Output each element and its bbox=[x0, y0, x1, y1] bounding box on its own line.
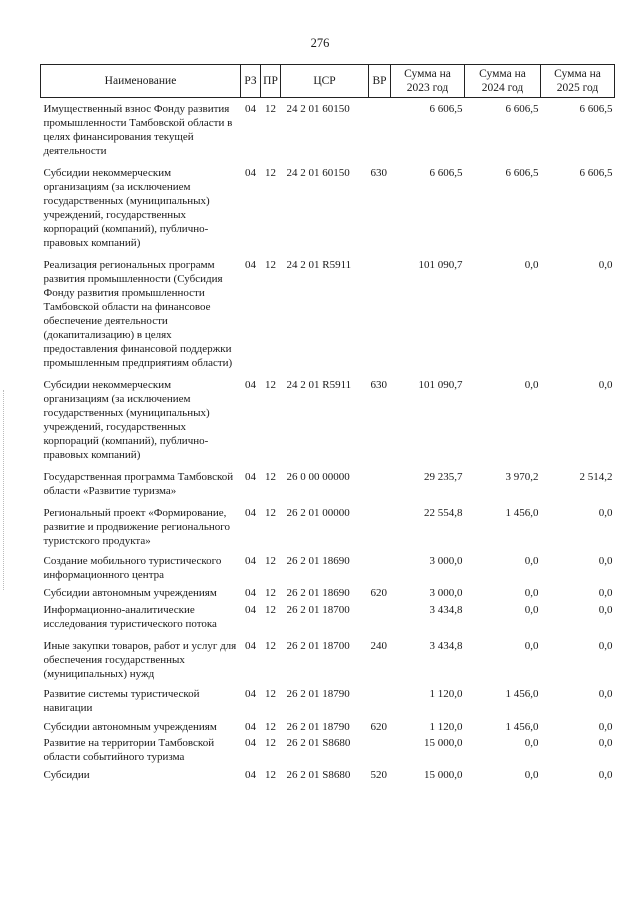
header-sum-2024: Сумма на 2024 год bbox=[465, 65, 541, 98]
row-csr: 26 2 01 18690 bbox=[286, 587, 350, 599]
row-sum-2025: 0,0 bbox=[598, 640, 613, 652]
row-vr: 630 bbox=[370, 379, 387, 391]
row-sum-2025: 6 606,5 bbox=[579, 103, 613, 115]
row-sum-2024: 0,0 bbox=[524, 604, 539, 616]
table-row bbox=[41, 603, 615, 631]
row-sum-2024: 0,0 bbox=[524, 640, 539, 652]
row-pr: 12 bbox=[265, 640, 276, 652]
row-sum-2023: 15 000,0 bbox=[424, 737, 463, 749]
row-spacer bbox=[41, 498, 615, 506]
row-rz: 04 bbox=[245, 688, 256, 700]
row-sum-2024: 6 606,5 bbox=[505, 103, 539, 115]
row-name: Государственная программа Тамбовской области «Развитие туризма» bbox=[43, 471, 234, 497]
table-row bbox=[41, 258, 615, 370]
table-row bbox=[41, 166, 615, 250]
row-name: Информационно-аналитические исследования туристического потока bbox=[43, 604, 217, 630]
row-name: Субсидии bbox=[43, 769, 90, 781]
row-rz: 04 bbox=[245, 379, 256, 391]
row-csr: 24 2 01 R5911 bbox=[286, 259, 352, 271]
row-name: Имущественный взнос Фонду развития промышленности Тамбовской области в целях финансирования текущей деятельности bbox=[43, 103, 233, 157]
row-sum-2024: 3 970,2 bbox=[505, 471, 539, 483]
scan-edge-mark bbox=[3, 390, 6, 590]
row-sum-2023: 6 606,5 bbox=[429, 103, 463, 115]
header-sum-2023: Сумма на 2023 год bbox=[391, 65, 465, 98]
row-sum-2023: 3 000,0 bbox=[429, 555, 463, 567]
row-rz: 04 bbox=[245, 167, 256, 179]
row-sum-2025: 0,0 bbox=[598, 604, 613, 616]
row-csr: 24 2 01 60150 bbox=[286, 103, 350, 115]
row-pr: 12 bbox=[265, 604, 276, 616]
header-sum-2025: Сумма на 2025 год bbox=[541, 65, 615, 98]
row-vr: 630 bbox=[370, 167, 387, 179]
row-csr: 26 2 01 S8680 bbox=[286, 769, 351, 781]
row-sum-2024: 1 456,0 bbox=[505, 507, 539, 519]
table-row bbox=[41, 720, 615, 734]
row-vr bbox=[369, 102, 391, 158]
table-row bbox=[41, 506, 615, 548]
row-csr: 26 2 01 18690 bbox=[286, 555, 350, 567]
row-pr: 12 bbox=[265, 721, 276, 733]
row-csr: 26 0 00 00000 bbox=[286, 471, 350, 483]
row-name: Субсидии автономным учреждениям bbox=[43, 721, 217, 733]
row-vr bbox=[369, 506, 391, 548]
row-sum-2025: 0,0 bbox=[598, 587, 613, 599]
row-sum-2025: 0,0 bbox=[598, 555, 613, 567]
row-csr: 26 2 01 00000 bbox=[286, 507, 350, 519]
row-sum-2023: 3 434,8 bbox=[429, 604, 463, 616]
row-name: Субсидии некоммерческим организациям (за исключением государственных (муниципальных) учреждений, государственных корпораций (компаний), публично-правовых компаний) bbox=[43, 167, 210, 249]
row-sum-2024: 1 456,0 bbox=[505, 688, 539, 700]
table-row bbox=[41, 687, 615, 715]
row-pr: 12 bbox=[265, 737, 276, 749]
row-rz: 04 bbox=[245, 471, 256, 483]
row-csr: 26 2 01 18790 bbox=[286, 688, 350, 700]
row-spacer bbox=[41, 370, 615, 378]
row-sum-2023: 29 235,7 bbox=[424, 471, 463, 483]
header-vr: ВР bbox=[369, 65, 391, 98]
row-sum-2025: 6 606,5 bbox=[579, 167, 613, 179]
row-sum-2024: 0,0 bbox=[524, 587, 539, 599]
header-rz: РЗ bbox=[241, 65, 261, 98]
row-sum-2023: 15 000,0 bbox=[424, 769, 463, 781]
table-row bbox=[41, 736, 615, 764]
row-pr: 12 bbox=[265, 259, 276, 271]
row-sum-2023: 101 090,7 bbox=[418, 259, 463, 271]
table-row bbox=[41, 102, 615, 158]
row-sum-2023: 101 090,7 bbox=[418, 379, 463, 391]
row-vr: 240 bbox=[370, 640, 387, 652]
row-sum-2023: 1 120,0 bbox=[429, 721, 463, 733]
row-vr bbox=[369, 258, 391, 370]
row-name: Развитие на территории Тамбовской области событийного туризма bbox=[43, 737, 215, 763]
row-pr: 12 bbox=[265, 471, 276, 483]
row-name: Развитие системы туристической навигации bbox=[43, 688, 200, 714]
row-sum-2024: 0,0 bbox=[524, 769, 539, 781]
table-row bbox=[41, 554, 615, 582]
row-rz: 04 bbox=[245, 103, 256, 115]
row-spacer bbox=[41, 158, 615, 166]
row-sum-2025: 2 514,2 bbox=[579, 471, 613, 483]
row-csr: 24 2 01 60150 bbox=[286, 167, 350, 179]
row-sum-2025: 0,0 bbox=[598, 769, 613, 781]
row-rz: 04 bbox=[245, 604, 256, 616]
row-sum-2025: 0,0 bbox=[598, 688, 613, 700]
row-pr: 12 bbox=[265, 769, 276, 781]
row-rz: 04 bbox=[245, 507, 256, 519]
row-sum-2025: 0,0 bbox=[598, 259, 613, 271]
row-name: Субсидии некоммерческим организациям (за исключением государственных (муниципальных) учреждений, государственных корпораций (компаний), публично-правовых компаний) bbox=[43, 379, 210, 461]
row-csr: 26 2 01 18790 bbox=[286, 721, 350, 733]
row-vr: 620 bbox=[370, 587, 387, 599]
table-row bbox=[41, 768, 615, 782]
row-sum-2024: 6 606,5 bbox=[505, 167, 539, 179]
row-sum-2024: 0,0 bbox=[524, 379, 539, 391]
row-csr: 26 2 01 18700 bbox=[286, 604, 350, 616]
row-name: Иные закупки товаров, работ и услуг для обеспечения государственных (муниципальных) нужд bbox=[43, 640, 237, 680]
row-vr bbox=[369, 603, 391, 631]
row-sum-2023: 6 606,5 bbox=[429, 167, 463, 179]
row-vr bbox=[369, 687, 391, 715]
row-name: Региональный проект «Формирование, развитие и продвижение регионального туристского продукта» bbox=[43, 507, 231, 547]
header-pr: ПР bbox=[261, 65, 281, 98]
row-pr: 12 bbox=[265, 103, 276, 115]
row-sum-2024: 0,0 bbox=[524, 737, 539, 749]
row-rz: 04 bbox=[245, 640, 256, 652]
row-rz: 04 bbox=[245, 259, 256, 271]
row-sum-2023: 1 120,0 bbox=[429, 688, 463, 700]
row-sum-2024: 0,0 bbox=[524, 259, 539, 271]
table-row bbox=[41, 639, 615, 681]
row-vr bbox=[369, 470, 391, 498]
row-spacer bbox=[41, 462, 615, 470]
row-rz: 04 bbox=[245, 737, 256, 749]
row-pr: 12 bbox=[265, 587, 276, 599]
row-name: Создание мобильного туристического информационного центра bbox=[43, 555, 222, 581]
row-sum-2025: 0,0 bbox=[598, 737, 613, 749]
table-row bbox=[41, 586, 615, 600]
row-pr: 12 bbox=[265, 688, 276, 700]
row-sum-2025: 0,0 bbox=[598, 379, 613, 391]
row-csr: 24 2 01 R5911 bbox=[286, 379, 352, 391]
row-name: Субсидии автономным учреждениям bbox=[43, 587, 217, 599]
row-vr: 520 bbox=[370, 769, 387, 781]
row-vr: 620 bbox=[370, 721, 387, 733]
row-vr bbox=[369, 736, 391, 764]
row-pr: 12 bbox=[265, 507, 276, 519]
row-sum-2023: 22 554,8 bbox=[424, 507, 463, 519]
row-pr: 12 bbox=[265, 555, 276, 567]
row-spacer bbox=[41, 250, 615, 258]
row-csr: 26 2 01 18700 bbox=[286, 640, 350, 652]
header-csr: ЦСР bbox=[281, 65, 369, 98]
row-sum-2023: 3 434,8 bbox=[429, 640, 463, 652]
table-row bbox=[41, 470, 615, 498]
budget-table bbox=[40, 64, 615, 782]
row-name: Реализация региональных программ развития промышленности (Субсидия Фонду развития промышленности Тамбовской области на финансовое обеспечение деятельности (докапитализацию) в целях предоставления финансовой поддержки промышленным предприятиям области) bbox=[43, 259, 233, 369]
row-sum-2024: 1 456,0 bbox=[505, 721, 539, 733]
table-header-row bbox=[41, 65, 615, 98]
row-sum-2023: 3 000,0 bbox=[429, 587, 463, 599]
row-rz: 04 bbox=[245, 555, 256, 567]
row-pr: 12 bbox=[265, 379, 276, 391]
row-sum-2025: 0,0 bbox=[598, 721, 613, 733]
row-sum-2024: 0,0 bbox=[524, 555, 539, 567]
row-spacer bbox=[41, 631, 615, 639]
row-rz: 04 bbox=[245, 721, 256, 733]
row-sum-2025: 0,0 bbox=[598, 507, 613, 519]
row-rz: 04 bbox=[245, 769, 256, 781]
header-name: Наименование bbox=[41, 65, 241, 98]
page-number: 276 bbox=[310, 36, 330, 50]
table-row bbox=[41, 378, 615, 462]
row-rz: 04 bbox=[245, 587, 256, 599]
row-pr: 12 bbox=[265, 167, 276, 179]
row-csr: 26 2 01 S8680 bbox=[286, 737, 351, 749]
row-vr bbox=[369, 554, 391, 582]
